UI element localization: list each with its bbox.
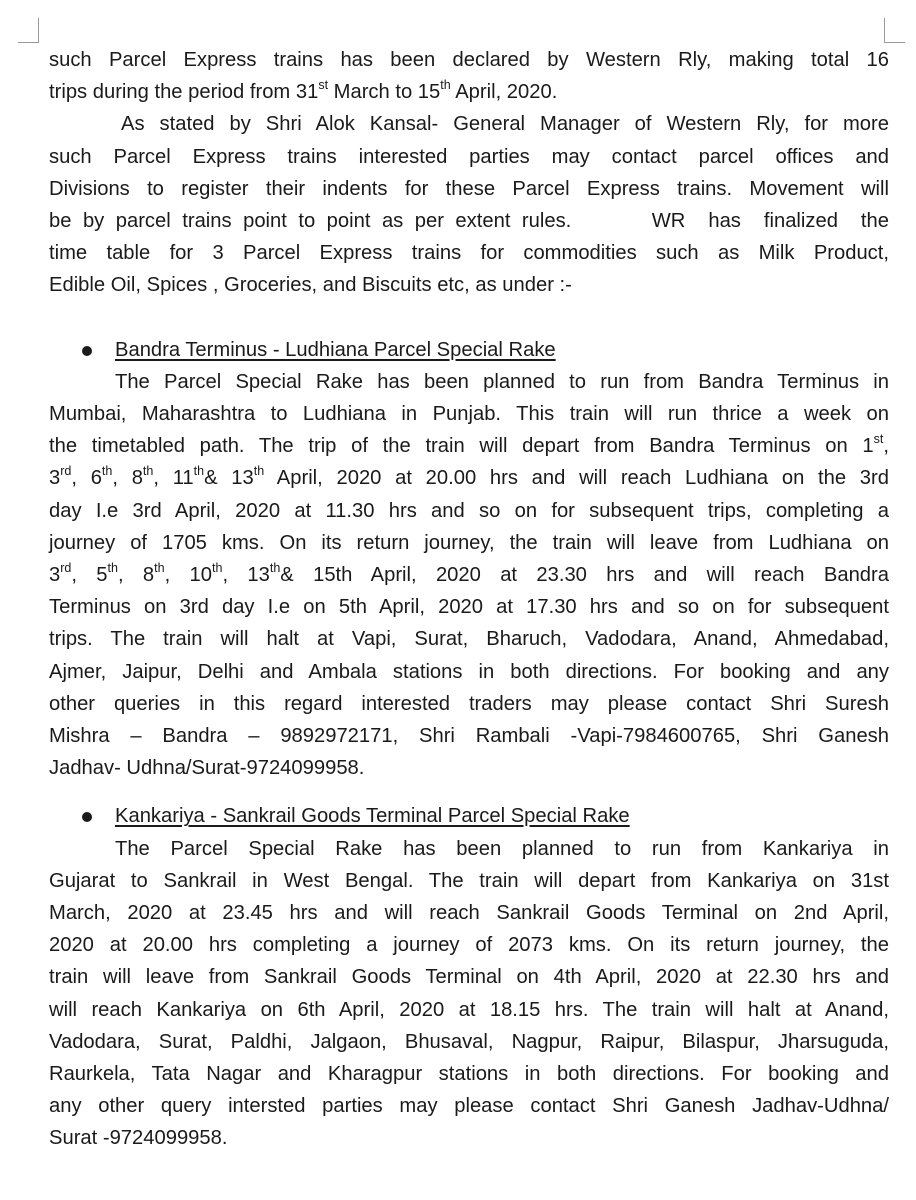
text: the timetabled path. The trip of the train will depart from Bandra Terminus on 1 [49, 435, 874, 458]
superscript: th [269, 561, 281, 576]
text-line [49, 929, 889, 961]
superscript: rd [60, 561, 72, 576]
text: any other query intersted parties may please contact Shri Ganesh Jadhav-Udhna/ [49, 1095, 889, 1118]
superscript: th [101, 464, 113, 479]
text-line [49, 1122, 889, 1154]
text-line [49, 527, 889, 559]
text: Vadodara, Surat, Paldhi, Jalgaon, Bhusaval, Nagpur, Raipur, Bilaspur, Jharsuguda, [49, 1030, 889, 1053]
text: will reach Kankariya on 6th April, 2020 at 18.15 hrs. The train will halt at Anand, [49, 998, 889, 1021]
text: , 8 [112, 467, 143, 490]
text-line [49, 108, 889, 140]
text-line [49, 897, 889, 929]
text-line [49, 1058, 889, 1090]
text: March to 15 [328, 81, 441, 104]
superscript: th [212, 561, 223, 576]
text-line [49, 44, 889, 76]
crop-mark-top-right [884, 18, 905, 43]
section-heading: Kankariya - Sankrail Goods Terminal Parcel Special Rake [115, 805, 630, 828]
text-line [49, 141, 889, 173]
text: 3 [49, 564, 61, 587]
text-line [49, 720, 889, 752]
text: The Parcel Special Rake has been planned to run from Bandra Terminus in [115, 370, 889, 393]
section-heading: Bandra Terminus - Ludhiana Parcel Special Rake [115, 338, 556, 361]
text-line [49, 76, 889, 108]
text-line [49, 865, 889, 897]
text-line [49, 205, 889, 237]
text-line [49, 961, 889, 993]
intro-paragraph-1 [49, 44, 889, 108]
text: trips. The train will halt at Vapi, Surat, Bharuch, Vadodara, Anand, Ahmedabad, [49, 628, 889, 651]
text: 2020 at 20.00 hrs completing a journey of 2073 kms. On its return journey, the [49, 934, 889, 957]
superscript: st [873, 432, 884, 447]
text: Jadhav- Udhna/Surat-9724099958. [49, 757, 365, 780]
text: Divisions to register their indents for these Parcel Express trains. Movement will [49, 177, 889, 200]
text: April, 2020. [450, 81, 558, 104]
text-line [49, 833, 889, 865]
text-line [49, 237, 889, 269]
text: 3 [49, 467, 61, 490]
text: Mumbai, Maharashtra to Ludhiana in Punjab. This train will run thrice a week on [49, 403, 889, 426]
bullet-icon [82, 812, 92, 822]
text: journey of 1705 kms. On its return journey, the train will leave from Ludhiana on [49, 531, 889, 554]
bullet-icon [82, 346, 92, 356]
text-line [49, 430, 889, 462]
text-line [49, 591, 889, 623]
text: , [883, 435, 889, 458]
text: Gujarat to Sankrail in West Bengal. The train will depart from Kankariya on 31st [49, 869, 889, 892]
text: , 10 [164, 564, 213, 587]
text-line [49, 994, 889, 1026]
intro-paragraph-2 [49, 108, 889, 301]
text: day I.e 3rd April, 2020 at 11.30 hrs and so on for subsequent trips, completing a [49, 499, 889, 522]
text: Raurkela, Tata Nagar and Kharagpur stations in both directions. For booking and [49, 1063, 889, 1086]
superscript: st [318, 78, 329, 93]
section-bandra-ludhiana [49, 334, 889, 785]
superscript: rd [60, 464, 72, 479]
text: , 8 [117, 564, 155, 587]
section-heading-line [49, 334, 889, 366]
text-line [49, 269, 889, 301]
text: , 11 [153, 467, 194, 490]
text-line [49, 1090, 889, 1122]
text: The Parcel Special Rake has been planned to run from Kankariya in [115, 837, 889, 860]
section-heading-line [49, 800, 889, 832]
spacer [49, 302, 889, 334]
text: , 6 [71, 467, 102, 490]
text-line [49, 752, 889, 784]
text: Terminus on 3rd day I.e on 5th April, 2020 at 17.30 hrs and so on for subsequent [49, 596, 889, 619]
text: , 5 [71, 564, 108, 587]
text: & 15th April, 2020 at 23.30 hrs and will reach Bandra [280, 564, 889, 587]
spacer [49, 784, 889, 800]
text-line [49, 656, 889, 688]
superscript: th [193, 464, 205, 479]
text: Ajmer, Jaipur, Delhi and Ambala stations in both directions. For booking and any [49, 660, 889, 683]
text: Surat -9724099958. [49, 1127, 228, 1150]
superscript: th [142, 464, 154, 479]
superscript: th [253, 464, 265, 479]
text-line [49, 462, 889, 494]
text-line [49, 688, 889, 720]
text: train will leave from Sankrail Goods Terminal on 4th April, 2020 at 22.30 hrs and [49, 966, 889, 989]
text: , 13 [222, 564, 270, 587]
text: & 13 [204, 467, 254, 490]
text-line [49, 173, 889, 205]
text: trips during the period from 31 [49, 81, 319, 104]
section-kankariya-sankrail [49, 800, 889, 1154]
text-line [49, 1026, 889, 1058]
text-line [49, 559, 889, 591]
text: be by parcel trains point to point as per extent rules. WR has finalized the [49, 210, 889, 233]
text: March, 2020 at 23.45 hrs and will reach Sankrail Goods Terminal on 2nd April, [49, 902, 889, 925]
superscript: th [107, 561, 118, 576]
text-line [49, 623, 889, 655]
text: April, 2020 at 20.00 hrs and will reach Ludhiana on the 3rd [264, 467, 889, 490]
text: other queries in this regard interested traders may please contact Shri Suresh [49, 692, 889, 715]
text: such Parcel Express trains has been declared by Western Rly, making total 16 [49, 49, 889, 71]
crop-mark-top-left [18, 18, 39, 43]
text: Mishra – Bandra – 9892972171, Shri Rambali -Vapi-7984600765, Shri Ganesh [49, 725, 889, 748]
text-line [49, 495, 889, 527]
text-line [49, 398, 889, 430]
text-line [49, 366, 889, 398]
document-page [49, 44, 889, 1155]
superscript: th [440, 78, 451, 93]
superscript: th [154, 561, 165, 576]
text: As stated by Shri Alok Kansal- General Manager of Western Rly, for more [121, 113, 889, 136]
text: Edible Oil, Spices , Groceries, and Biscuits etc, as under :- [49, 274, 572, 297]
text: time table for 3 Parcel Express trains for commodities such as Milk Product, [49, 242, 889, 265]
text: such Parcel Express trains interested parties may contact parcel offices and [49, 145, 889, 168]
